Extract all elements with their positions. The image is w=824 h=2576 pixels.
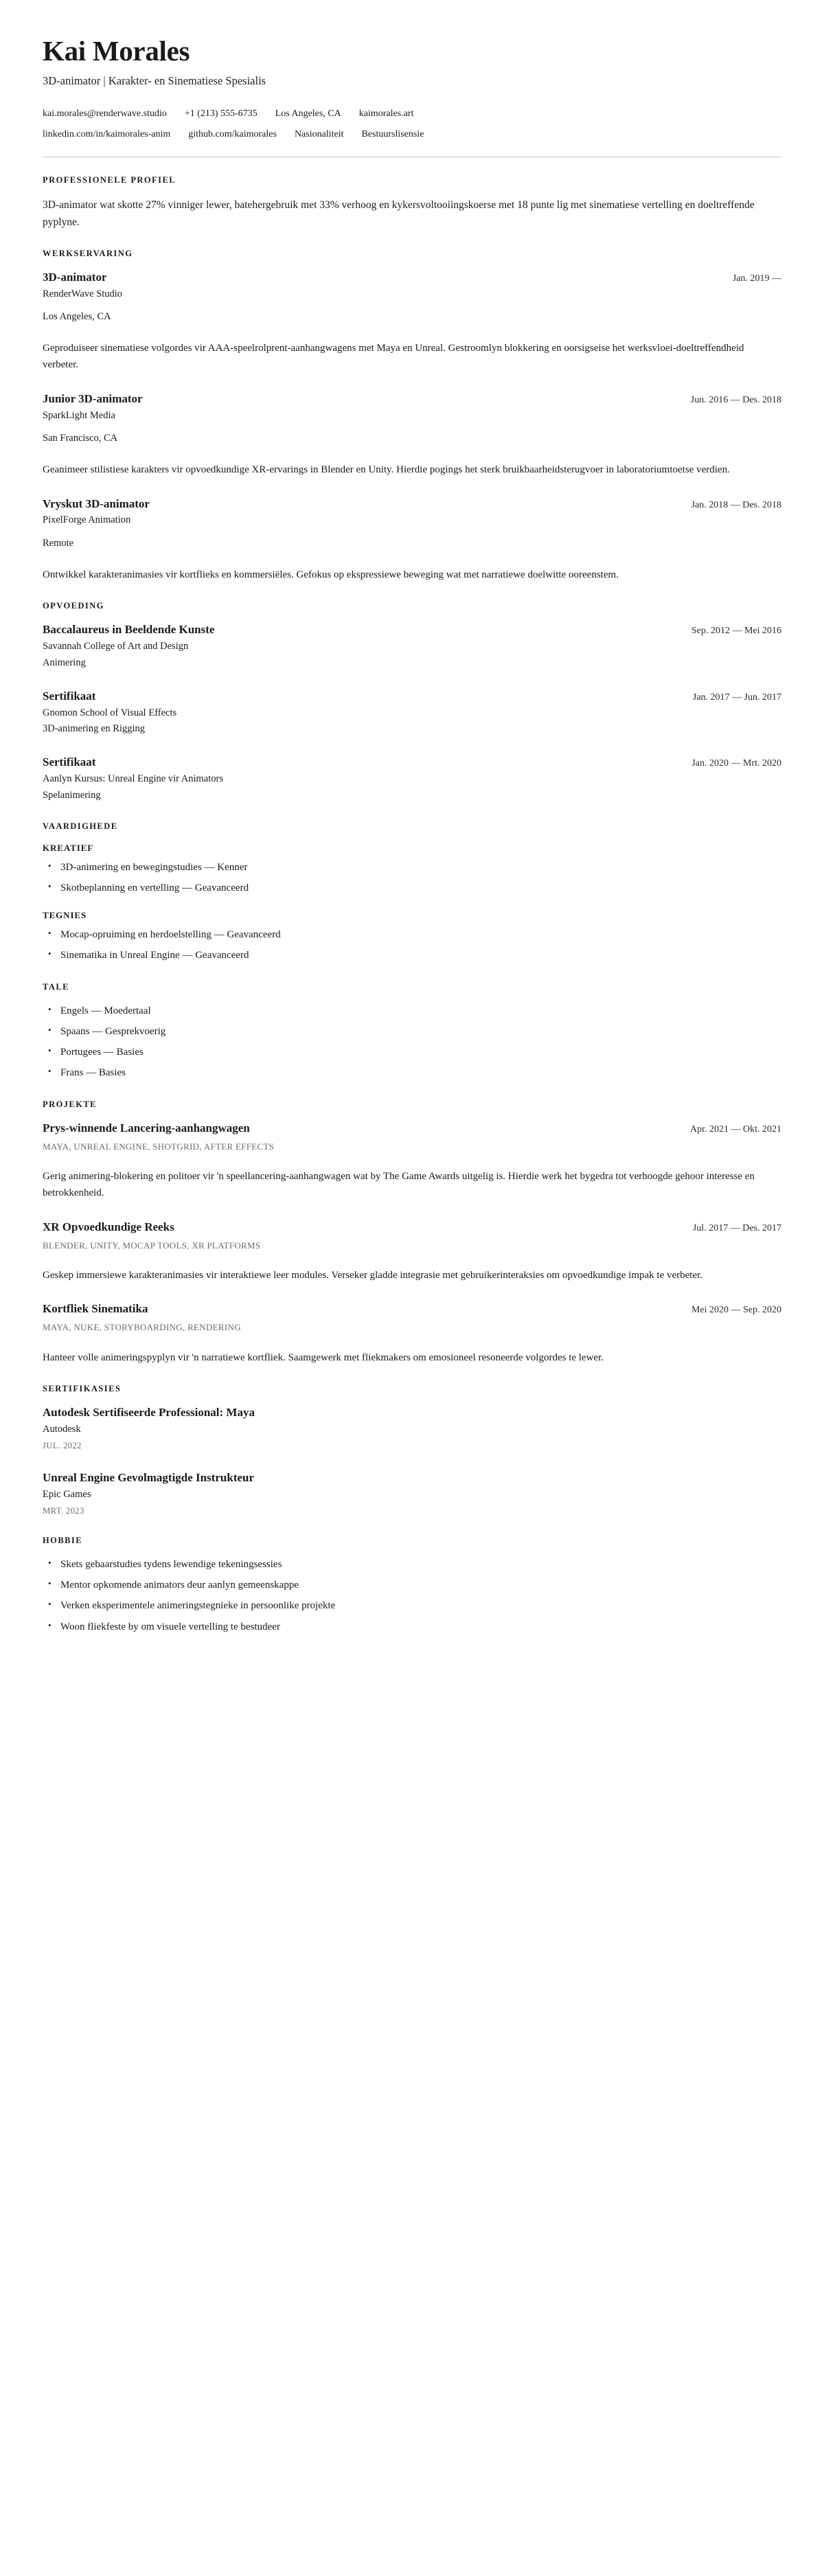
contact-email[interactable]: kai.morales@renderwave.studio: [43, 108, 167, 119]
contact-github[interactable]: github.com/kaimorales: [188, 128, 277, 139]
project-description: Hanteer volle animeringspyplyn vir 'n narratiewe kortfliek. Saamgewerk met fliekmakers om emosioneel resoneerde volgordes te lewer.: [43, 1352, 604, 1363]
experience-date: Jan. 2018 — Des. 2018: [691, 499, 781, 510]
profile-summary-text: 3D-animator wat skotte 27% vinniger lewer, batehergebruik met 33% verhoog en kykersvoltooiingskoerse met 18 punte lig met sinematiese vertelling en doeltreffende pyplyne.: [43, 198, 755, 228]
experience-entry-head: [43, 497, 781, 512]
experience-company: PixelForge Animation: [43, 514, 131, 526]
education-degree: Sertifikaat: [43, 755, 96, 769]
contact-phone[interactable]: +1 (213) 555-6735: [184, 108, 258, 119]
education-field: Spelanimering: [43, 789, 101, 801]
project-description: Gerig animering-blokering en politoer vir 'n speellancering-aanhangwagen wat by The Game Awards uitgelig is. Hierdie werk het bygedra tot verhoogde gehoor interesse en betrokkenheid.: [43, 1171, 755, 1199]
project-name: XR Opvoedkundige Reeks: [43, 1220, 174, 1233]
education-degree: Baccalaureus in Beeldende Kunste: [43, 623, 215, 637]
experience-role: 3D-animator: [43, 270, 107, 284]
skill-group-title: TEGNIES: [43, 910, 87, 921]
skill-item: • Sinematika in Unreal Engine — Geavanceerd: [43, 948, 781, 964]
certification-entry: [43, 1470, 781, 1518]
contact-website[interactable]: kaimorales.art: [358, 108, 414, 119]
section-title-projects: PROJEKTE: [43, 1099, 97, 1109]
education-date: Jan. 2017 — Jun. 2017: [692, 692, 781, 703]
project-tech-stack: MAYA, NUKE, STORYBOARDING, RENDERING: [43, 1322, 241, 1333]
education-field: 3D-animering en Rigging: [43, 723, 146, 735]
education-field: Animering: [43, 657, 86, 668]
section-work-experience: [43, 249, 781, 584]
project-name: Prys-winnende Lancering-aanhangwagen: [43, 1121, 250, 1135]
skill-item: • Skotbeplanning en vertelling — Geavanceerd: [43, 880, 781, 896]
language-item: • Spaans — Gesprekvoerig: [43, 1024, 781, 1040]
contact-driving-license: Bestuurslisensie: [361, 128, 424, 139]
candidate-headline: 3D-animator | Karakter- en Sinematiese Spesialis: [43, 74, 266, 88]
section-hobbies: [43, 1536, 781, 1635]
experience-entry-head: [43, 270, 781, 286]
project-entry: [43, 1121, 781, 1202]
skill-item: • 3D-animering en bewegingstudies — Kenner: [43, 860, 781, 876]
hobby-item: • Verken eksperimentele animeringstegnieke in persoonlike projekte: [43, 1598, 781, 1614]
resume-header: [43, 36, 781, 141]
education-entry-head: [43, 622, 781, 638]
project-tech-stack: MAYA, UNREAL ENGINE, SHOTGRID, AFTER EFFECTS: [43, 1141, 275, 1152]
education-date: Jan. 2020 — Mrt. 2020: [691, 758, 781, 769]
section-professional-profile: [43, 175, 781, 231]
project-entry: [43, 1301, 781, 1366]
education-entry-head: [43, 755, 781, 771]
contact-linkedin[interactable]: linkedin.com/in/kaimorales-anim: [43, 128, 171, 139]
experience-company: SparkLight Media: [43, 409, 115, 421]
candidate-name: Kai Morales: [43, 35, 190, 67]
project-date: Apr. 2021 — Okt. 2021: [690, 1124, 781, 1135]
skill-group-title: KREATIEF: [43, 842, 94, 853]
experience-location: San Francisco, CA: [43, 433, 118, 444]
section-title-education: OPVOEDING: [43, 601, 104, 611]
certification-issuer: Autodesk: [43, 1424, 81, 1435]
hobby-item: • Mentor opkomende animators deur aanlyn gemeenskappe: [43, 1577, 781, 1593]
education-entry-head: [43, 689, 781, 705]
experience-role: Vryskut 3D-animator: [43, 497, 150, 510]
project-entry-head: [43, 1220, 781, 1235]
experience-location: Los Angeles, CA: [43, 311, 111, 323]
certification-entry: [43, 1405, 781, 1452]
project-entry: [43, 1220, 781, 1284]
hobby-list: [43, 1557, 781, 1635]
hobby-item: • Woon fliekfeste by om visuele vertelling te bestudeer: [43, 1619, 781, 1635]
language-item: • Portugees — Basies: [43, 1045, 781, 1060]
experience-role: Junior 3D-animator: [43, 391, 143, 405]
section-projects: [43, 1099, 781, 1367]
education-entry: [43, 622, 781, 670]
education-institution: Gnomon School of Visual Effects: [43, 707, 177, 718]
contact-location: Los Angeles, CA: [275, 108, 341, 119]
skill-list: [43, 860, 781, 897]
language-item: • Engels — Moedertaal: [43, 1003, 781, 1019]
section-certifications: [43, 1384, 781, 1518]
education-entry: [43, 689, 781, 737]
contact-row-secondary: [43, 127, 781, 141]
project-entry-head: [43, 1301, 781, 1317]
section-title-experience: WERKSERVARING: [43, 248, 133, 258]
education-institution: Savannah College of Art and Design: [43, 641, 189, 652]
skill-group-technical: [43, 910, 781, 964]
education-date: Sep. 2012 — Mei 2016: [691, 626, 781, 637]
experience-date: Jun. 2016 — Des. 2018: [690, 394, 781, 405]
experience-entry: [43, 497, 781, 584]
certification-name: Autodesk Sertifiseerde Professional: Maya: [43, 1406, 255, 1420]
project-description: Geskep immersiewe karakteranimasies vir interaktiewe leer modules. Verseker gladde integrasie met gebruikerinteraksies om opvoedkundige impak te verbeter.: [43, 1270, 703, 1281]
contact-nationality: Nasionaliteit: [294, 128, 344, 139]
experience-entry-head: [43, 391, 781, 407]
language-item: • Frans — Basies: [43, 1065, 781, 1081]
hobby-item: • Skets gebaarstudies tydens lewendige tekeningsessies: [43, 1557, 781, 1573]
project-entry-head: [43, 1121, 781, 1137]
certification-issuer: Epic Games: [43, 1488, 91, 1500]
certification-date: JUL. 2022: [43, 1440, 82, 1450]
experience-date: Jan. 2019 —: [732, 273, 781, 284]
education-entry: [43, 755, 781, 803]
section-education: [43, 601, 781, 803]
section-title-certifications: SERTIFIKASIES: [43, 1384, 122, 1394]
experience-company: RenderWave Studio: [43, 288, 123, 299]
experience-description: Geproduiseer sinematiese volgordes vir AAA-speelrolprent-aanhangwagens met Maya en Unreal. Gestroomlyn blokkering en oorsigseise het werksvloei-doeltreffendheid verbeter.: [43, 343, 744, 371]
section-title-skills: VAARDIGHEDE: [43, 821, 118, 831]
section-title-languages: TALE: [43, 981, 69, 992]
project-date: Jul. 2017 — Des. 2017: [692, 1222, 781, 1233]
education-degree: Sertifikaat: [43, 689, 96, 703]
certification-date: MRT. 2023: [43, 1505, 84, 1516]
skill-item: • Mocap-opruiming en herdoelstelling — Geavanceerd: [43, 927, 781, 943]
skill-group-creative: [43, 843, 781, 897]
section-skills: [43, 821, 781, 964]
education-institution: Aanlyn Kursus: Unreal Engine vir Animators: [43, 773, 223, 785]
project-name: Kortfliek Sinematika: [43, 1302, 148, 1316]
section-title-hobbies: HOBBIE: [43, 1535, 83, 1545]
contact-row-primary: [43, 106, 781, 121]
section-languages: [43, 982, 781, 1082]
project-date: Mei 2020 — Sep. 2020: [691, 1305, 781, 1316]
experience-entry: [43, 270, 781, 374]
experience-description: Geanimeer stilistiese karakters vir opvoedkundige XR-ervarings in Blender en Unity. Hierdie pogings het sterk bruikbaarheidsterugvoer in laboratoriumtoetse verdien.: [43, 464, 730, 476]
project-tech-stack: BLENDER, UNITY, MOCAP TOOLS, XR PLATFORMS: [43, 1240, 261, 1251]
certification-name: Unreal Engine Gevolmagtigde Instrukteur: [43, 1470, 255, 1484]
language-list: [43, 1003, 781, 1082]
section-title-profile: PROFESSIONELE PROFIEL: [43, 174, 176, 185]
experience-description: Ontwikkel karakteranimasies vir kortflieks en kommersiëles. Gefokus op ekspressiewe beweging wat met narratiewe doelwitte ooreenstem.: [43, 569, 619, 580]
skill-list: [43, 927, 781, 964]
experience-entry: [43, 391, 781, 479]
experience-location: Remote: [43, 538, 74, 549]
